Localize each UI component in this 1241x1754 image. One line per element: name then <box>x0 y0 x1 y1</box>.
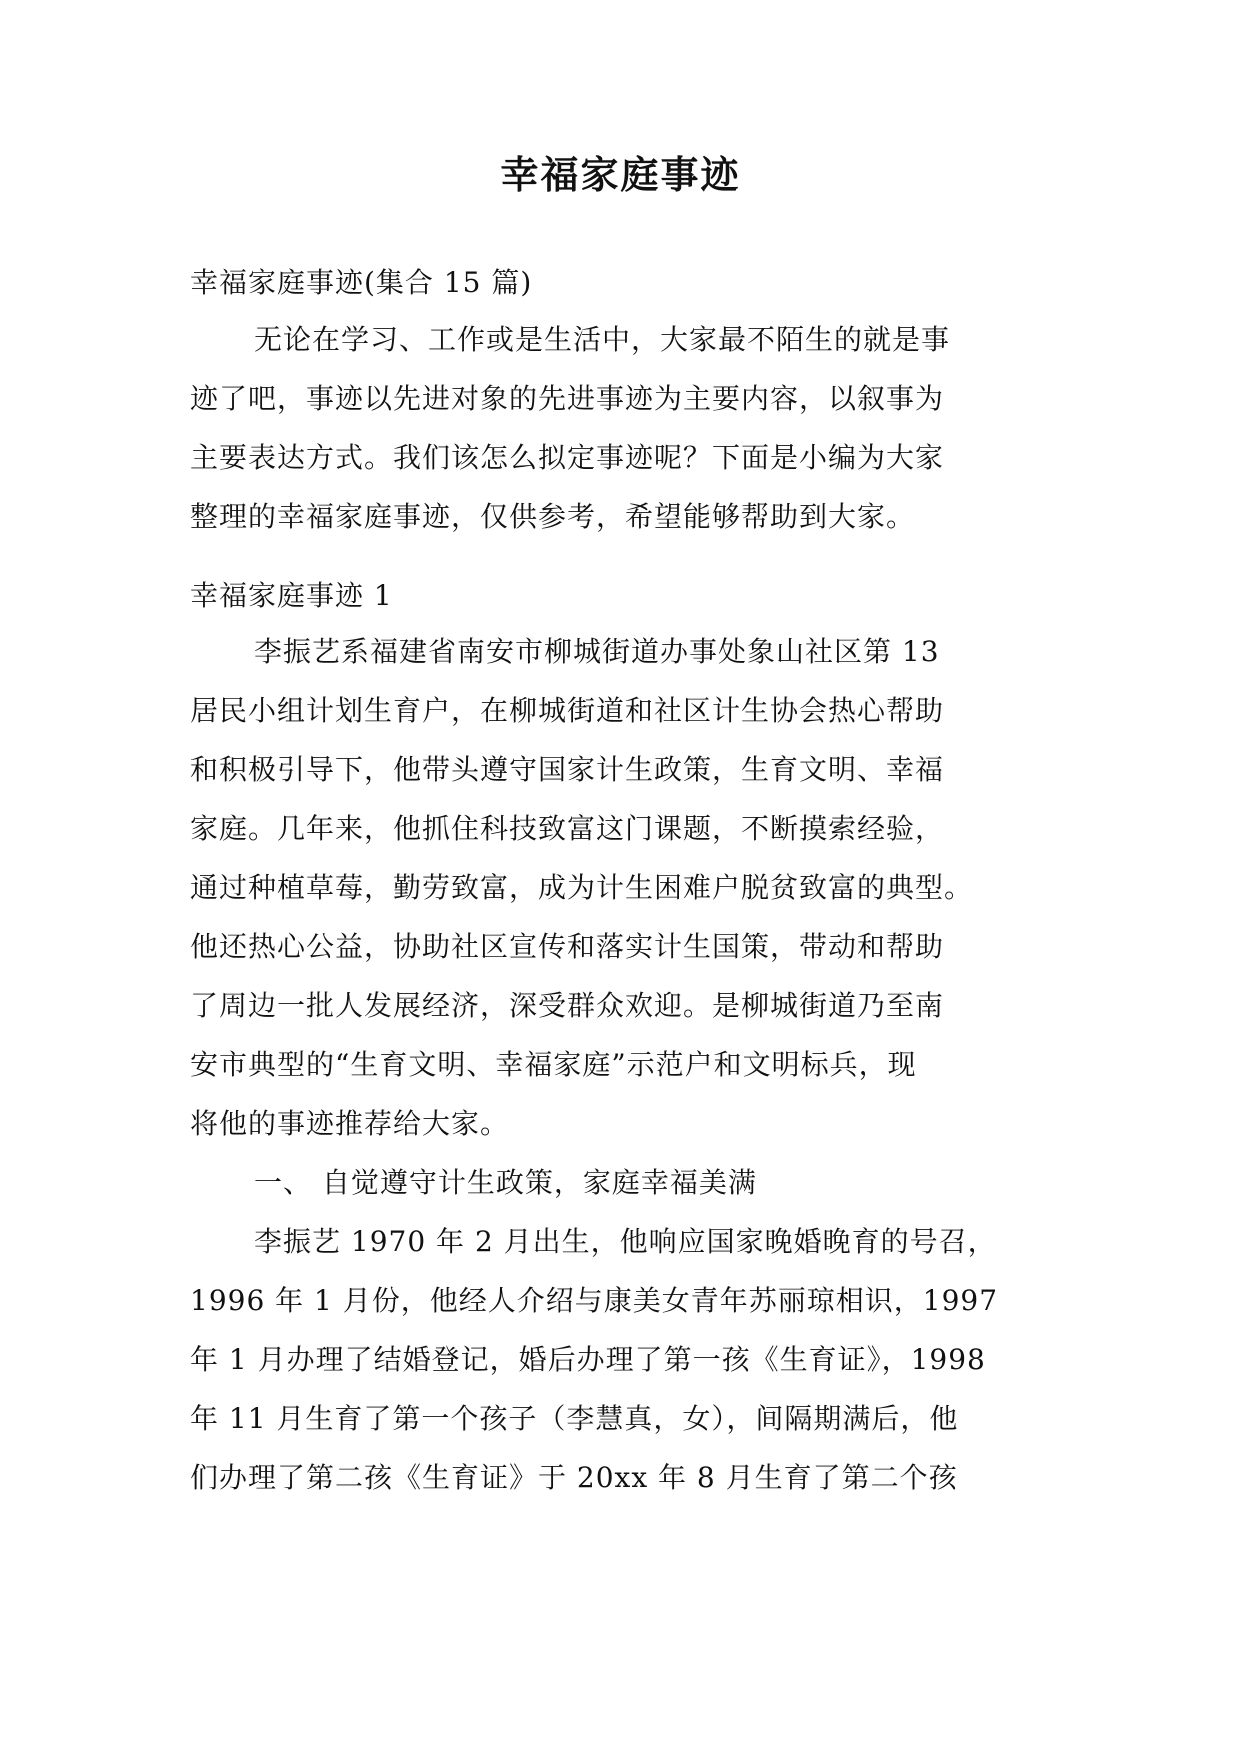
point1-line: 年 1 月办理了结婚登记，婚后办理了第一孩《生育证》，1998 <box>190 1343 986 1376</box>
point1-line: 年 11 月生育了第一个孩子（李慧真，女），间隔期满后，他 <box>190 1402 959 1435</box>
point1-line: 1996 年 1 月份，他经人介绍与康美女青年苏丽琼相识，1997 <box>190 1284 999 1317</box>
section1-line: 了周边一批人发展经济，深受群众欢迎。是柳城街道乃至南 <box>190 989 945 1022</box>
section1-line: 他还热心公益，协助社区宣传和落实计生国策，带动和帮助 <box>190 930 945 963</box>
section1-line: 李振艺系福建省南安市柳城街道办事处象山社区第 13 <box>254 635 940 668</box>
point1-line: 李振艺 1970 年 2 月出生，他响应国家晚婚晚育的号召， <box>254 1225 997 1258</box>
document-title: 幸福家庭事迹 <box>500 152 741 197</box>
intro-line: 无论在学习、工作或是生活中，大家最不陌生的就是事 <box>254 323 951 356</box>
section1-heading: 幸福家庭事迹 1 <box>190 579 393 612</box>
intro-line: 整理的幸福家庭事迹，仅供参考，希望能够帮助到大家。 <box>190 500 916 533</box>
section1-line: 通过种植草莓，勤劳致富，成为计生困难户脱贫致富的典型。 <box>190 871 974 904</box>
document-subtitle-block <box>190 253 1060 312</box>
section1-line: 安市典型的“生育文明、幸福家庭”示范户和文明标兵，现 <box>190 1048 917 1081</box>
point1-heading: 一、 自觉遵守计生政策，家庭幸福美满 <box>254 1166 757 1199</box>
section1-line: 和积极引导下，他带头遵守国家计生政策，生育文明、幸福 <box>190 753 945 786</box>
section1-heading-block <box>190 566 1060 625</box>
section1-line: 居民小组计划生育户，在柳城街道和社区计生协会热心帮助 <box>190 694 945 727</box>
intro-paragraph <box>190 310 1060 546</box>
section1-line: 将他的事迹推荐给大家。 <box>190 1107 510 1140</box>
document-subtitle: 幸福家庭事迹(集合 15 篇) <box>190 266 533 299</box>
intro-line: 主要表达方式。我们该怎么拟定事迹呢？下面是小编为大家 <box>190 441 945 474</box>
section1-paragraph <box>190 622 1060 1507</box>
section1-line: 家庭。几年来，他抓住科技致富这门课题，不断摸索经验， <box>190 812 945 845</box>
point1-line: 们办理了第二孩《生育证》于 20xx 年 8 月生育了第二个孩 <box>190 1461 958 1494</box>
intro-line: 迹了吧，事迹以先进对象的先进事迹为主要内容，以叙事为 <box>190 382 945 415</box>
